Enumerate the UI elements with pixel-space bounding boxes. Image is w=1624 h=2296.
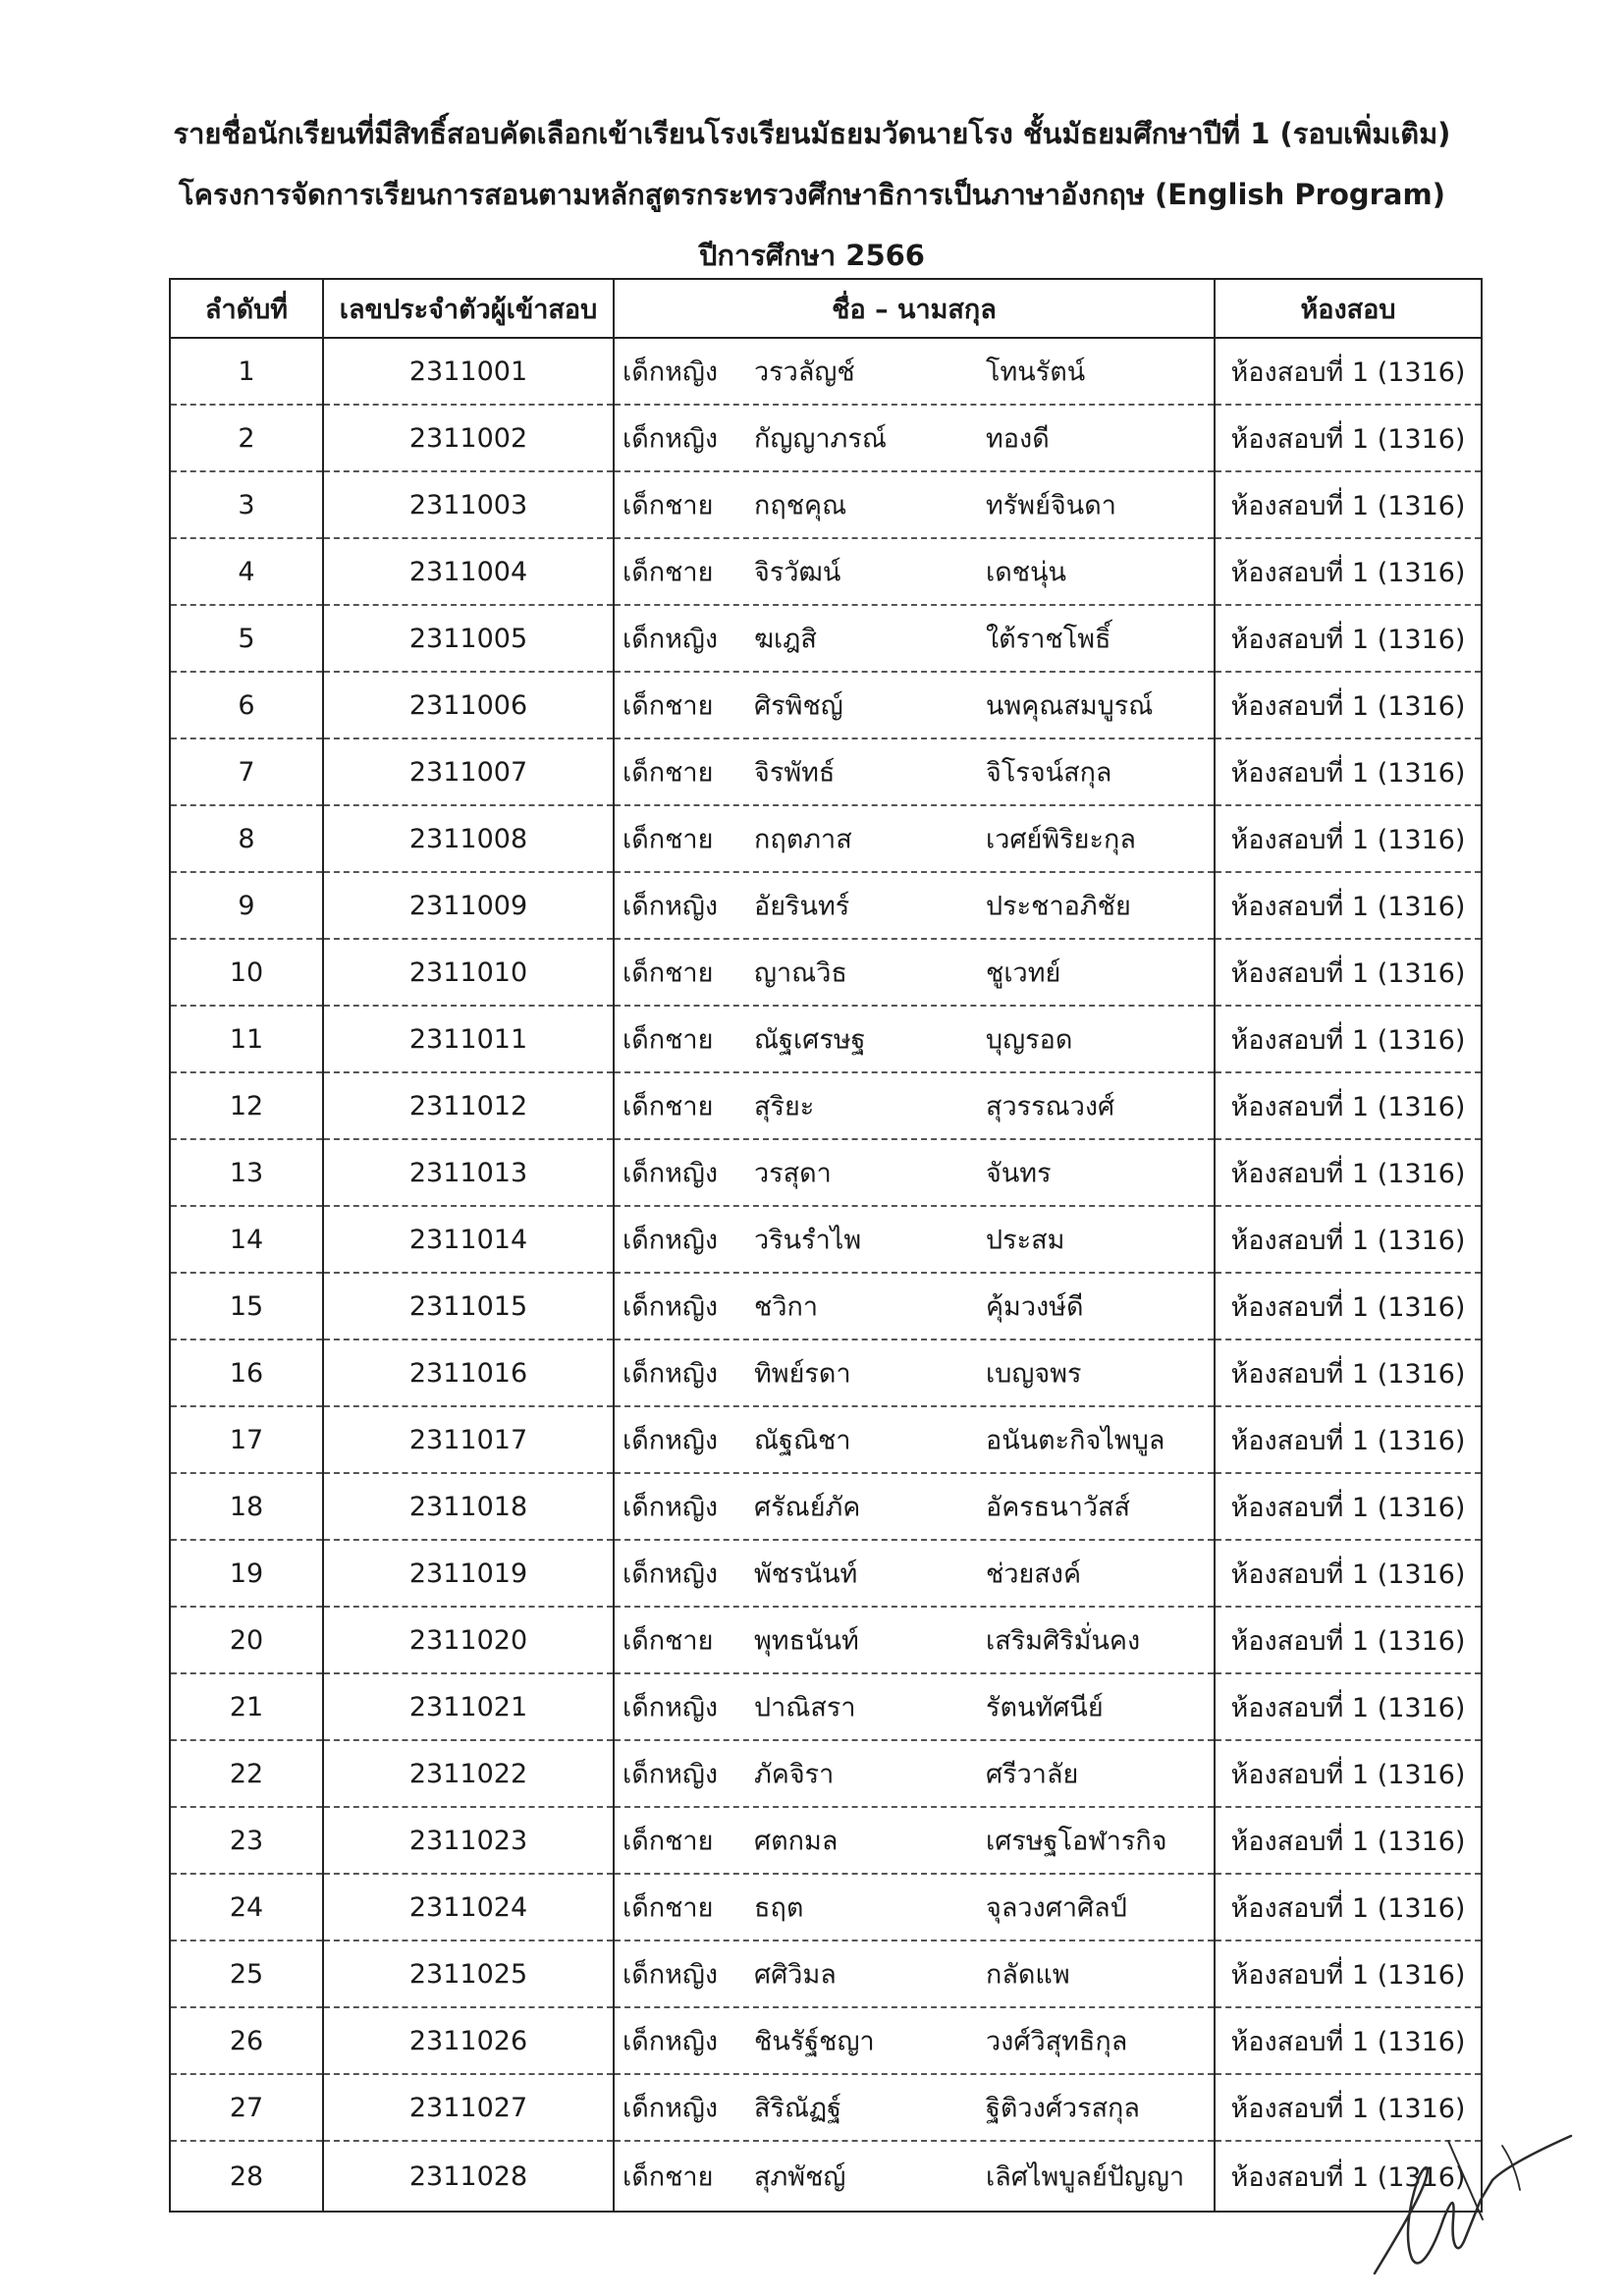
cell-order-number: 5: [170, 605, 323, 672]
cell-exam-room: ห้องสอบที่ 1 (1316): [1215, 2007, 1482, 2074]
last-name: จุลวงศาศิลป์: [986, 1892, 1127, 1924]
first-name: ฆเฎสิ: [754, 624, 817, 655]
first-name: ภัคจิรา: [754, 1759, 835, 1790]
cell-exam-id: 2311021: [323, 1673, 614, 1740]
cell-exam-id: 2311017: [323, 1406, 614, 1473]
cell-exam-id: 2311018: [323, 1473, 614, 1540]
name-title: เด็กหญิง: [623, 1692, 719, 1723]
last-name: เลิศไพบูลย์ปัญญา: [986, 2161, 1185, 2193]
cell-full-name: [614, 672, 1215, 738]
cell-order-number: 26: [170, 2007, 323, 2074]
table-row: [170, 1206, 1482, 1273]
table-row: [170, 805, 1482, 872]
cell-exam-room: ห้องสอบที่ 1 (1316): [1215, 1339, 1482, 1406]
cell-full-name: [614, 1807, 1215, 1874]
first-name: สิริณัฏฐ์: [754, 2093, 842, 2124]
first-name: จิรวัฒน์: [754, 557, 841, 588]
first-name: สุริยะ: [754, 1091, 815, 1122]
table-row: [170, 939, 1482, 1006]
cell-order-number: 19: [170, 1540, 323, 1607]
header-title-line-1: รายชื่อนักเรียนที่มีสิทธิ์สอบคัดเลือกเข้าเรียนโรงเรียนมัธยมวัดนายโรง ชั้นมัธยมศึกษาปีที่ 1 (รอบเพิ่มเติม): [173, 117, 1451, 150]
cell-order-number: 7: [170, 738, 323, 805]
cell-exam-room: ห้องสอบที่ 1 (1316): [1215, 538, 1482, 605]
cell-full-name: [614, 1540, 1215, 1607]
cell-full-name: [614, 1673, 1215, 1740]
cell-exam-id: 2311026: [323, 2007, 614, 2074]
cell-exam-id: 2311008: [323, 805, 614, 872]
last-name: ประชาอภิชัย: [986, 891, 1131, 922]
cell-exam-room: ห้องสอบที่ 1 (1316): [1215, 1874, 1482, 1941]
name-title: เด็กชาย: [623, 1091, 714, 1122]
last-name: ศรีวาลัย: [986, 1759, 1079, 1790]
cell-exam-id: 2311015: [323, 1273, 614, 1339]
cell-order-number: 27: [170, 2074, 323, 2141]
cell-exam-room: ห้องสอบที่ 1 (1316): [1215, 1941, 1482, 2007]
table-body: [170, 338, 1482, 2212]
cell-full-name: [614, 1607, 1215, 1673]
name-title: เด็กหญิง: [623, 356, 719, 388]
first-name: ชินรัฐ์ชญา: [754, 2026, 875, 2057]
cell-exam-room: ห้องสอบที่ 1 (1316): [1215, 1607, 1482, 1673]
cell-exam-id: 2311028: [323, 2141, 614, 2212]
cell-exam-id: 2311022: [323, 1740, 614, 1807]
cell-exam-id: 2311012: [323, 1072, 614, 1139]
cell-exam-room: ห้องสอบที่ 1 (1316): [1215, 939, 1482, 1006]
table-row: [170, 1006, 1482, 1072]
first-name: ศิรพิชญ์: [754, 690, 843, 722]
cell-exam-room: ห้องสอบที่ 1 (1316): [1215, 1740, 1482, 1807]
cell-order-number: 15: [170, 1273, 323, 1339]
cell-exam-room: ห้องสอบที่ 1 (1316): [1215, 338, 1482, 405]
cell-exam-id: 2311009: [323, 872, 614, 939]
cell-order-number: 23: [170, 1807, 323, 1874]
cell-exam-id: 2311003: [323, 471, 614, 538]
cell-order-number: 24: [170, 1874, 323, 1941]
cell-full-name: [614, 1206, 1215, 1273]
first-name: วรสุดา: [754, 1158, 832, 1189]
first-name: ธฤต: [754, 1892, 804, 1924]
document-header: [0, 103, 1624, 286]
cell-exam-room: ห้องสอบที่ 1 (1316): [1215, 805, 1482, 872]
last-name: อัครธนาวัสส์: [986, 1492, 1130, 1523]
cell-full-name: [614, 1273, 1215, 1339]
last-name: ทรัพย์จินดา: [986, 490, 1116, 521]
name-title: เด็กหญิง: [623, 1492, 719, 1523]
last-name: อนันตะกิจไพบูล: [986, 1425, 1165, 1456]
table-row: [170, 1807, 1482, 1874]
cell-exam-room: ห้องสอบที่ 1 (1316): [1215, 1206, 1482, 1273]
table-row: [170, 872, 1482, 939]
table-row: [170, 738, 1482, 805]
cell-full-name: [614, 605, 1215, 672]
column-header-name: ชื่อ – นามสกุล: [614, 279, 1215, 338]
name-title: เด็กชาย: [623, 824, 714, 855]
cell-order-number: 4: [170, 538, 323, 605]
cell-order-number: 12: [170, 1072, 323, 1139]
last-name: ใต้ราชโพธิ์: [986, 624, 1111, 655]
first-name: จิรพัทธ์: [754, 757, 836, 789]
cell-order-number: 20: [170, 1607, 323, 1673]
table-row: [170, 1540, 1482, 1607]
name-title: เด็กหญิง: [623, 2093, 719, 2124]
cell-full-name: [614, 471, 1215, 538]
cell-exam-id: 2311014: [323, 1206, 614, 1273]
table-row: [170, 1406, 1482, 1473]
column-header-id: เลขประจำตัวผู้เข้าสอบ: [323, 279, 614, 338]
name-title: เด็กชาย: [623, 957, 714, 989]
table-row: [170, 1941, 1482, 2007]
name-title: เด็กชาย: [623, 757, 714, 789]
cell-full-name: [614, 1473, 1215, 1540]
name-title: เด็กหญิง: [623, 1959, 719, 1991]
last-name: จันทร: [986, 1158, 1052, 1189]
last-name: เดชนุ่น: [986, 557, 1067, 588]
table-row: [170, 1607, 1482, 1673]
cell-exam-id: 2311024: [323, 1874, 614, 1941]
cell-exam-room: ห้องสอบที่ 1 (1316): [1215, 672, 1482, 738]
first-name: ศตกมล: [754, 1826, 839, 1857]
cell-exam-id: 2311001: [323, 338, 614, 405]
cell-order-number: 25: [170, 1941, 323, 2007]
last-name: เวศย์พิริยะกุล: [986, 824, 1136, 855]
name-title: เด็กหญิง: [623, 1425, 719, 1456]
header-title-line-2: โครงการจัดการเรียนการสอนตามหลักสูตรกระทรวงศึกษาธิการเป็นภาษาอังกฤษ (English Program): [179, 178, 1445, 211]
cell-exam-room: ห้องสอบที่ 1 (1316): [1215, 1807, 1482, 1874]
cell-order-number: 8: [170, 805, 323, 872]
cell-order-number: 2: [170, 405, 323, 471]
table-row: [170, 405, 1482, 471]
cell-exam-id: 2311006: [323, 672, 614, 738]
last-name: สุวรรณวงศ์: [986, 1091, 1115, 1122]
cell-exam-id: 2311023: [323, 1807, 614, 1874]
column-header-no: ลำดับที่: [170, 279, 323, 338]
cell-exam-room: ห้องสอบที่ 1 (1316): [1215, 1406, 1482, 1473]
first-name: ณัฐเศรษฐ: [754, 1024, 866, 1056]
last-name: เสริมศิริมั่นคง: [986, 1625, 1141, 1657]
cell-full-name: [614, 405, 1215, 471]
name-title: เด็กชาย: [623, 1625, 714, 1657]
cell-full-name: [614, 1406, 1215, 1473]
cell-order-number: 14: [170, 1206, 323, 1273]
cell-exam-id: 2311020: [323, 1607, 614, 1673]
cell-exam-id: 2311025: [323, 1941, 614, 2007]
table-row: [170, 1072, 1482, 1139]
first-name: พัชรนันท์: [754, 1558, 858, 1590]
cell-exam-room: ห้องสอบที่ 1 (1316): [1215, 872, 1482, 939]
last-name: ช่วยสงค์: [986, 1558, 1082, 1590]
first-name: สุภพัชญ์: [754, 2161, 846, 2193]
cell-full-name: [614, 738, 1215, 805]
first-name: วรวลัญช์: [754, 356, 855, 388]
table-row: [170, 1874, 1482, 1941]
cell-order-number: 21: [170, 1673, 323, 1740]
cell-full-name: [614, 1139, 1215, 1206]
cell-exam-id: 2311016: [323, 1339, 614, 1406]
first-name: ชวิกา: [754, 1291, 818, 1323]
cell-exam-room: ห้องสอบที่ 1 (1316): [1215, 2141, 1482, 2212]
cell-order-number: 10: [170, 939, 323, 1006]
last-name: วงศ์วิสุทธิกุล: [986, 2026, 1128, 2057]
first-name: ศศิวิมล: [754, 1959, 837, 1991]
last-name: รัตนทัศนีย์: [986, 1692, 1104, 1723]
last-name: กลัดแพ: [986, 1959, 1070, 1991]
name-title: เด็กชาย: [623, 2161, 714, 2193]
name-title: เด็กหญิง: [623, 1291, 719, 1323]
table-row: [170, 1273, 1482, 1339]
table-row: [170, 605, 1482, 672]
cell-exam-room: ห้องสอบที่ 1 (1316): [1215, 2074, 1482, 2141]
cell-exam-room: ห้องสอบที่ 1 (1316): [1215, 1540, 1482, 1607]
name-title: เด็กชาย: [623, 490, 714, 521]
cell-order-number: 11: [170, 1006, 323, 1072]
name-title: เด็กหญิง: [623, 1358, 719, 1390]
first-name: อัยรินทร์: [754, 891, 850, 922]
cell-exam-room: ห้องสอบที่ 1 (1316): [1215, 1006, 1482, 1072]
first-name: กฤชคุณ: [754, 490, 847, 521]
table-row: [170, 1740, 1482, 1807]
table-row: [170, 538, 1482, 605]
cell-exam-room: ห้องสอบที่ 1 (1316): [1215, 738, 1482, 805]
first-name: วรินรำไพ: [754, 1225, 862, 1256]
table-row: [170, 2074, 1482, 2141]
name-title: เด็กหญิง: [623, 891, 719, 922]
name-title: เด็กชาย: [623, 1024, 714, 1056]
handwritten-signature: [1355, 2102, 1591, 2288]
name-title: เด็กหญิง: [623, 423, 719, 455]
cell-exam-id: 2311011: [323, 1006, 614, 1072]
cell-full-name: [614, 939, 1215, 1006]
cell-exam-id: 2311010: [323, 939, 614, 1006]
table-row: [170, 471, 1482, 538]
cell-exam-room: ห้องสอบที่ 1 (1316): [1215, 1072, 1482, 1139]
cell-order-number: 28: [170, 2141, 323, 2212]
cell-full-name: [614, 1874, 1215, 1941]
name-title: เด็กหญิง: [623, 1225, 719, 1256]
cell-exam-room: ห้องสอบที่ 1 (1316): [1215, 471, 1482, 538]
cell-order-number: 16: [170, 1339, 323, 1406]
cell-full-name: [614, 1941, 1215, 2007]
cell-order-number: 9: [170, 872, 323, 939]
candidate-table: [169, 278, 1483, 2213]
cell-exam-id: 2311002: [323, 405, 614, 471]
cell-full-name: [614, 2007, 1215, 2074]
first-name: กัญญาภรณ์: [754, 423, 887, 455]
cell-order-number: 3: [170, 471, 323, 538]
cell-full-name: [614, 1006, 1215, 1072]
cell-exam-room: ห้องสอบที่ 1 (1316): [1215, 405, 1482, 471]
cell-exam-room: ห้องสอบที่ 1 (1316): [1215, 1139, 1482, 1206]
table-row: [170, 1673, 1482, 1740]
first-name: ณัฐณิชา: [754, 1425, 851, 1456]
name-title: เด็กหญิง: [623, 2026, 719, 2057]
first-name: ทิพย์รดา: [754, 1358, 851, 1390]
name-title: เด็กหญิง: [623, 1759, 719, 1790]
cell-full-name: [614, 338, 1215, 405]
table-row: [170, 2007, 1482, 2074]
name-title: เด็กหญิง: [623, 1158, 719, 1189]
last-name: ฐิติวงศ์วรสกุล: [986, 2093, 1140, 2124]
cell-exam-id: 2311013: [323, 1139, 614, 1206]
last-name: โทนรัตน์: [986, 356, 1086, 388]
last-name: ทองดี: [986, 423, 1050, 455]
cell-full-name: [614, 805, 1215, 872]
last-name: ประสม: [986, 1225, 1065, 1256]
cell-full-name: [614, 538, 1215, 605]
first-name: ศรัณย์ภัค: [754, 1492, 861, 1523]
table-row: [170, 1139, 1482, 1206]
name-title: เด็กชาย: [623, 557, 714, 588]
table-row: [170, 672, 1482, 738]
cell-full-name: [614, 1339, 1215, 1406]
cell-exam-room: ห้องสอบที่ 1 (1316): [1215, 1673, 1482, 1740]
table-row: [170, 1473, 1482, 1540]
last-name: จิโรจน์สกุล: [986, 757, 1112, 789]
header-title-line-3: ปีการศึกษา 2566: [698, 239, 925, 272]
name-title: เด็กชาย: [623, 1892, 714, 1924]
last-name: เบญจพร: [986, 1358, 1082, 1390]
last-name: นพคุณสมบูรณ์: [986, 690, 1154, 722]
first-name: กฤตภาส: [754, 824, 852, 855]
last-name: คุ้มวงษ์ดี: [986, 1291, 1084, 1323]
cell-full-name: [614, 872, 1215, 939]
cell-full-name: [614, 2141, 1215, 2212]
name-title: เด็กหญิง: [623, 624, 719, 655]
cell-exam-room: ห้องสอบที่ 1 (1316): [1215, 1273, 1482, 1339]
name-title: เด็กชาย: [623, 690, 714, 722]
table-row: [170, 1339, 1482, 1406]
cell-order-number: 1: [170, 338, 323, 405]
cell-full-name: [614, 1740, 1215, 1807]
name-title: เด็กชาย: [623, 1826, 714, 1857]
cell-exam-room: ห้องสอบที่ 1 (1316): [1215, 1473, 1482, 1540]
cell-full-name: [614, 2074, 1215, 2141]
cell-exam-room: ห้องสอบที่ 1 (1316): [1215, 605, 1482, 672]
table-header-row: [170, 279, 1482, 338]
cell-full-name: [614, 1072, 1215, 1139]
last-name: ชูเวทย์: [986, 957, 1061, 989]
first-name: ญาณวิธ: [754, 957, 847, 989]
cell-exam-id: 2311004: [323, 538, 614, 605]
table-row: [170, 2141, 1482, 2212]
cell-order-number: 17: [170, 1406, 323, 1473]
column-header-room: ห้องสอบ: [1215, 279, 1482, 338]
cell-exam-id: 2311019: [323, 1540, 614, 1607]
cell-exam-id: 2311027: [323, 2074, 614, 2141]
cell-exam-id: 2311005: [323, 605, 614, 672]
first-name: พุทธนันท์: [754, 1625, 859, 1657]
cell-order-number: 18: [170, 1473, 323, 1540]
name-title: เด็กหญิง: [623, 1558, 719, 1590]
cell-order-number: 6: [170, 672, 323, 738]
first-name: ปาณิสรา: [754, 1692, 856, 1723]
last-name: เศรษฐโอฬารกิจ: [986, 1826, 1167, 1857]
cell-order-number: 13: [170, 1139, 323, 1206]
last-name: บุญรอด: [986, 1024, 1073, 1056]
cell-exam-id: 2311007: [323, 738, 614, 805]
table-row: [170, 338, 1482, 405]
cell-order-number: 22: [170, 1740, 323, 1807]
